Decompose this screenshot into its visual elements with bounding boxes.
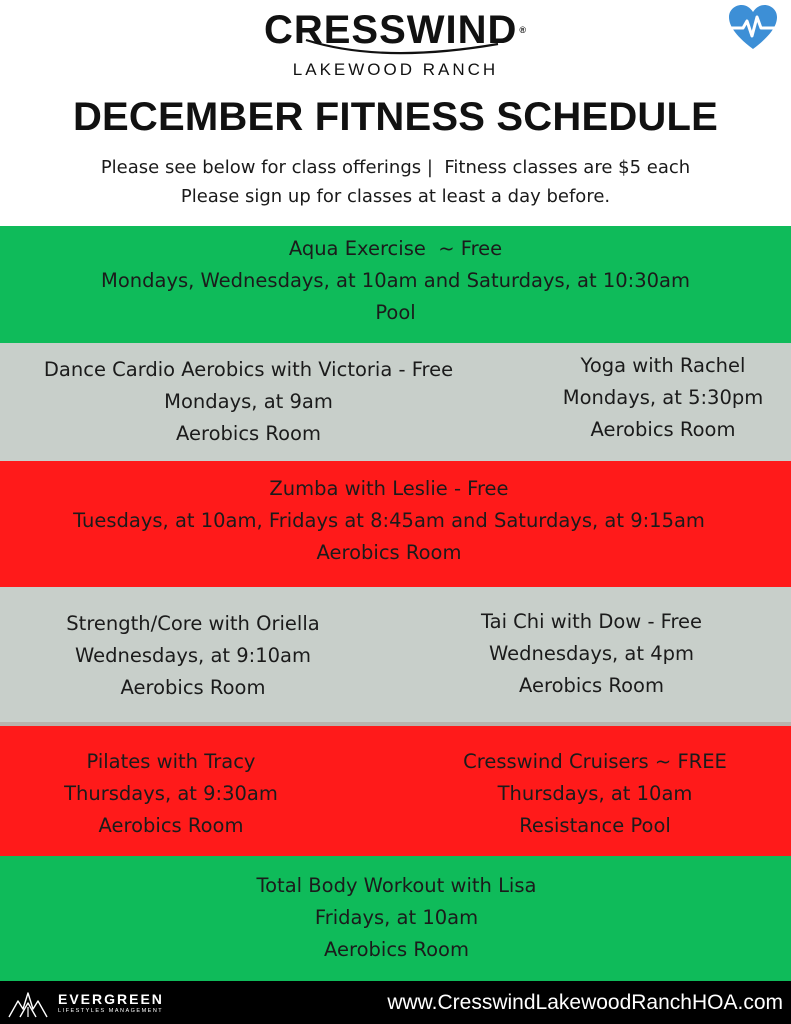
class-name: Tai Chi with Dow - Free [480, 610, 703, 633]
class-yoga [535, 350, 791, 446]
class-name: Yoga with Rachel [580, 354, 746, 377]
class-time: Thursdays, at 10am [497, 782, 693, 805]
class-location: Aerobics Room [176, 422, 321, 445]
swoosh-icon [302, 34, 502, 64]
schedule-band-3 [0, 461, 791, 587]
schedule-band-2 [0, 343, 791, 461]
brand-name: CRESSWIND [263, 8, 518, 52]
cresswind-logo [0, 8, 791, 80]
heart-pulse-icon [727, 4, 779, 52]
website-link[interactable]: www.CresswindLakewoodRanchHOA.com [387, 991, 783, 1014]
intro-line-2: Please sign up for classes at least a day before. [180, 186, 611, 207]
class-dance-cardio [0, 354, 497, 450]
page-title: DECEMBER FITNESS SCHEDULE [72, 95, 719, 139]
schedule-band-5 [0, 726, 791, 856]
class-tai-chi [395, 606, 788, 702]
registered-mark: ® [519, 25, 528, 35]
class-name: Total Body Workout with Lisa [256, 874, 537, 897]
class-location: Pool [375, 301, 416, 324]
class-time: Fridays, at 10am [314, 906, 479, 929]
schedule-band-1 [0, 226, 791, 343]
schedule-band-4 [0, 587, 791, 726]
class-time: Thursdays, at 9:30am [64, 782, 278, 805]
class-aqua-exercise [0, 233, 791, 329]
class-total-body [0, 870, 791, 966]
intro-text [0, 153, 791, 211]
class-location: Aerobics Room [519, 674, 664, 697]
class-name: Strength/Core with Oriella [66, 612, 320, 635]
schedule-band-6 [0, 856, 791, 981]
class-time: Mondays, at 5:30pm [562, 386, 764, 409]
class-zumba [0, 473, 778, 569]
class-location: Aerobics Room [590, 418, 736, 441]
class-time: Wednesdays, at 4pm [488, 642, 695, 665]
sub-brand: LAKEWOOD RANCH [292, 60, 499, 79]
class-name: Cresswind Cruisers ~ FREE [463, 750, 727, 773]
class-pilates [0, 746, 342, 842]
class-name: Pilates with Tracy [86, 750, 256, 773]
class-location: Aerobics Room [120, 676, 266, 699]
company-subtitle: LIFESTYLES MANAGEMENT [58, 1008, 164, 1014]
class-time: Mondays, at 9am [164, 390, 333, 413]
brand-wordmark [264, 8, 527, 52]
class-location: Aerobics Room [316, 541, 462, 564]
class-time: Mondays, Wednesdays, at 10am and Saturdays, at 10:30am [101, 269, 690, 292]
class-location: Resistance Pool [519, 814, 671, 837]
class-name: Zumba with Leslie - Free [269, 477, 509, 500]
page-footer [0, 981, 791, 1024]
intro-line-1: Please see below for class offerings | Fitness classes are $5 each [100, 157, 691, 178]
class-name: Aqua Exercise ~ Free [288, 237, 503, 260]
class-time: Wednesdays, at 9:10am [75, 644, 311, 667]
page-header [0, 0, 791, 226]
class-name: Dance Cardio Aerobics with Victoria - Free [43, 358, 454, 381]
class-location: Aerobics Room [324, 938, 469, 961]
class-time: Tuesdays, at 10am, Fridays at 8:45am and Saturdays, at 9:15am [73, 509, 705, 532]
class-location: Aerobics Room [98, 814, 244, 837]
company-name: EVERGREEN [58, 991, 164, 1007]
class-cresswind-cruisers [400, 746, 790, 842]
evergreen-tree-logo-icon [6, 989, 50, 1019]
class-strength-core [0, 608, 386, 704]
